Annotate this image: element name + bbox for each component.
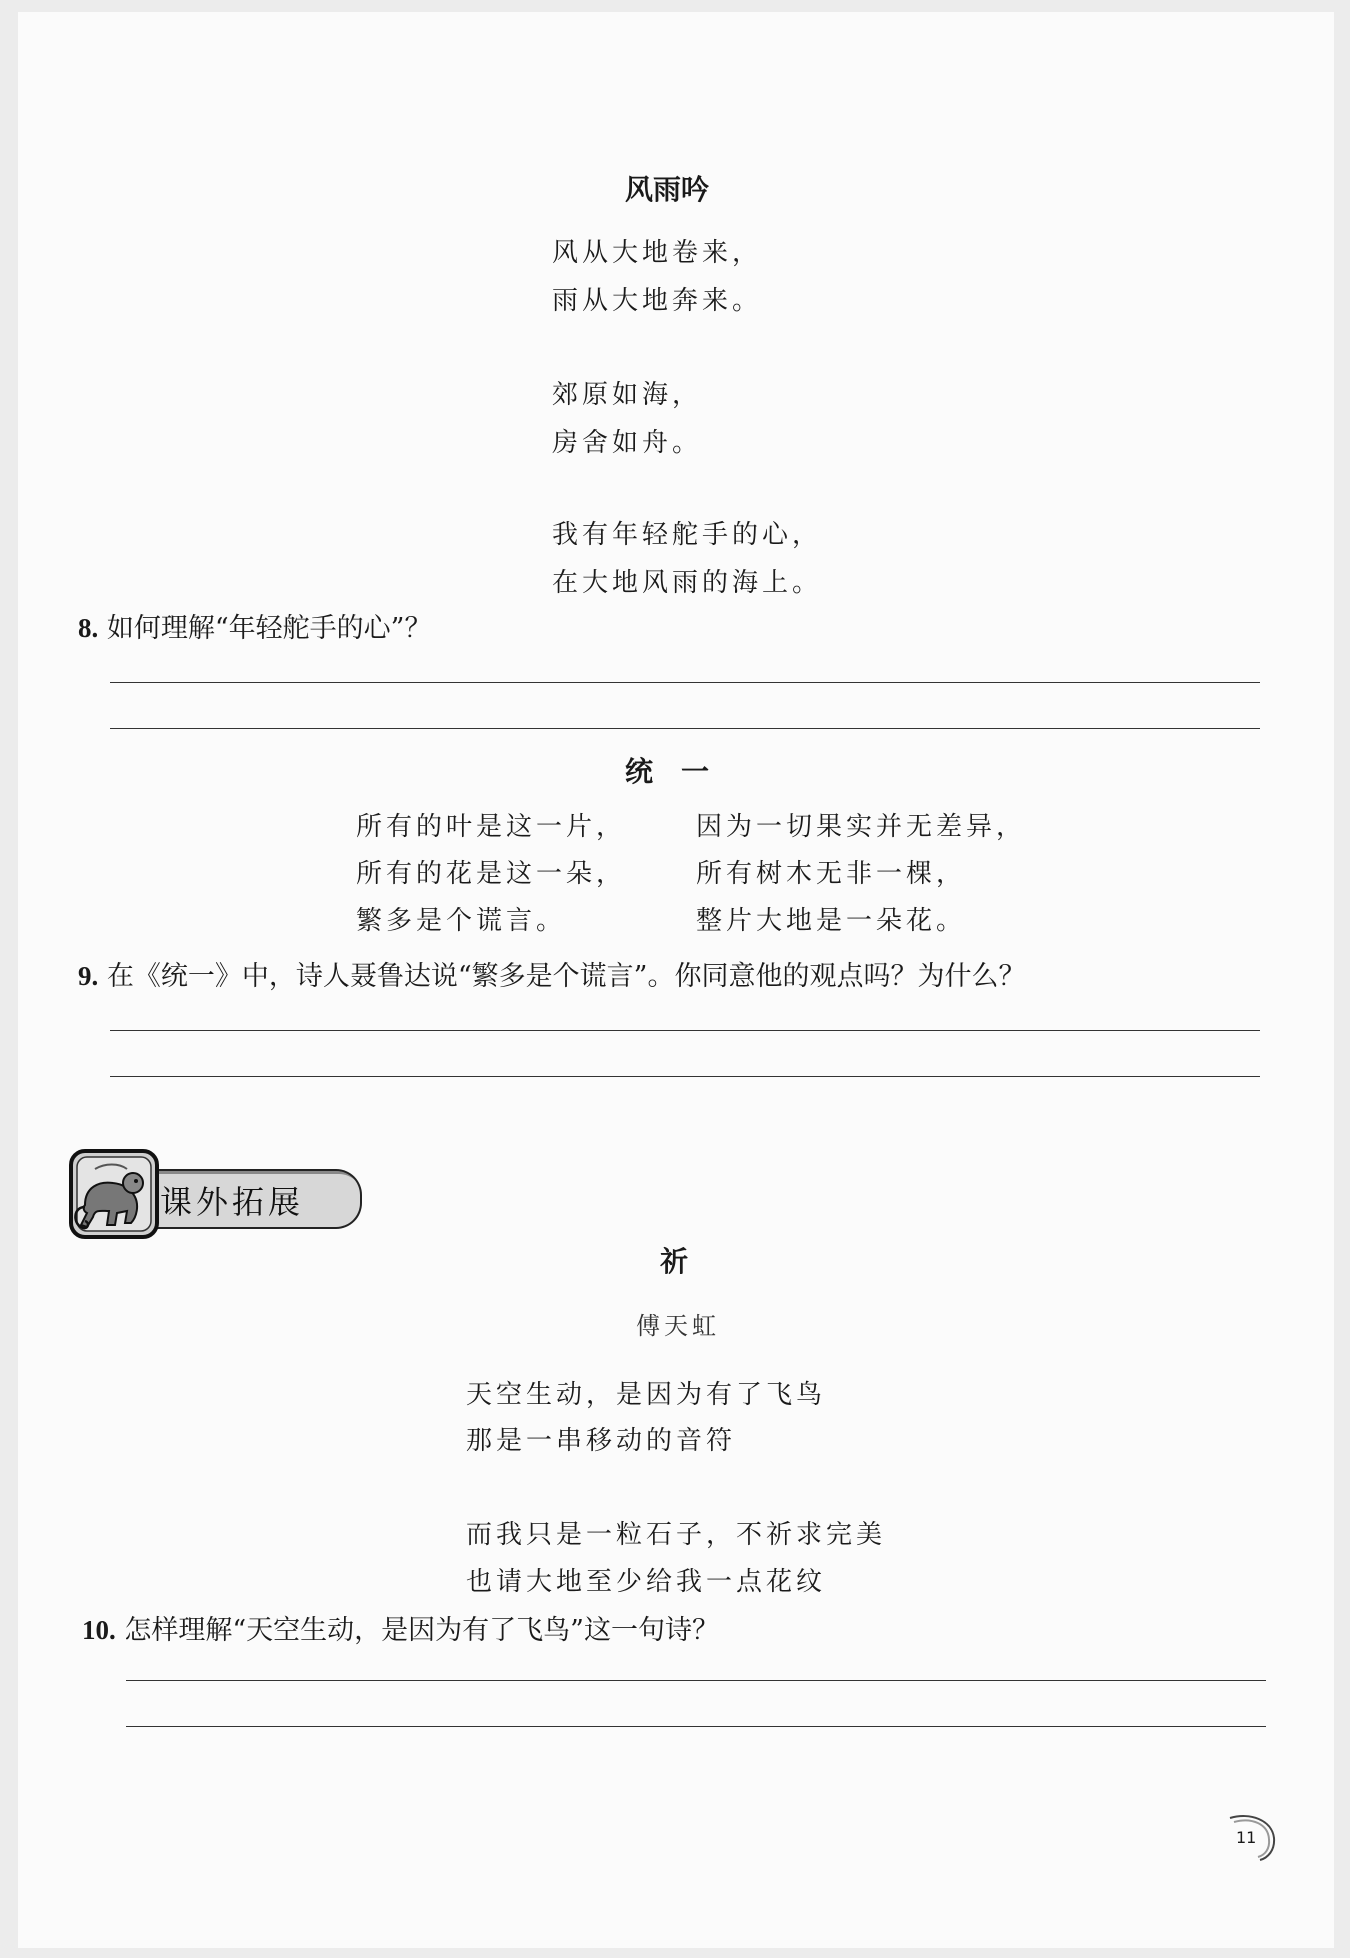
poem-title-fengyuyin: 风雨吟	[625, 173, 710, 206]
poem-line: 我有年轻舵手的心，	[552, 520, 823, 550]
poem-line: 房舍如舟。	[552, 428, 703, 458]
poem-line: 而我只是一粒石子，不祈求完美	[466, 1520, 887, 1550]
poem-line: 整片大地是一朵花。	[696, 906, 967, 936]
poem-title-qi: 祈	[660, 1245, 689, 1278]
poem-line: 风从大地卷来，	[552, 238, 763, 268]
question-number: 8.	[78, 613, 99, 643]
question-number: 10.	[82, 1615, 116, 1645]
question-text: 在《统一》中，诗人聂鲁达说“繁多是个谎言”。你同意他的观点吗？为什么？	[106, 961, 1026, 992]
question-text: 如何理解“年轻舵手的心”？	[106, 613, 432, 644]
poem-line: 那是一串移动的音符	[466, 1426, 737, 1456]
answer-line[interactable]	[110, 728, 1260, 729]
poem-title-tongyi: 统 一	[625, 755, 710, 788]
poem-line: 所有树木无非一棵，	[696, 859, 967, 889]
page-number-badge	[1220, 1812, 1280, 1862]
poem-line: 雨从大地奔来。	[552, 286, 763, 316]
poem-author: 傅天虹	[636, 1312, 720, 1340]
answer-line[interactable]	[126, 1726, 1266, 1727]
poem-line: 天空生动，是因为有了飞鸟	[466, 1380, 827, 1410]
poem-line: 也请大地至少给我一点花纹	[466, 1567, 827, 1597]
question-text: 怎样理解“天空生动，是因为有了飞鸟”这一句诗？	[124, 1615, 719, 1646]
section-label: 课外拓展	[160, 1183, 305, 1221]
poem-line: 郊原如海，	[552, 380, 703, 410]
question-9	[78, 954, 1025, 993]
question-10	[82, 1608, 719, 1647]
poem-line: 所有的花是这一朵，	[356, 859, 627, 889]
monkey-icon	[65, 1147, 165, 1243]
question-number: 9.	[78, 961, 99, 991]
answer-line[interactable]	[110, 682, 1260, 683]
answer-line[interactable]	[126, 1680, 1266, 1681]
question-8	[78, 606, 431, 645]
poem-line: 在大地风雨的海上。	[552, 568, 823, 598]
answer-line[interactable]	[110, 1030, 1260, 1031]
poem-line: 所有的叶是这一片，	[356, 812, 627, 842]
answer-line[interactable]	[110, 1076, 1260, 1077]
poem-line: 因为一切果实并无差异，	[696, 812, 1027, 842]
page-number: 11	[1236, 1828, 1257, 1847]
poem-line: 繁多是个谎言。	[356, 906, 567, 936]
section-banner	[65, 1147, 365, 1247]
